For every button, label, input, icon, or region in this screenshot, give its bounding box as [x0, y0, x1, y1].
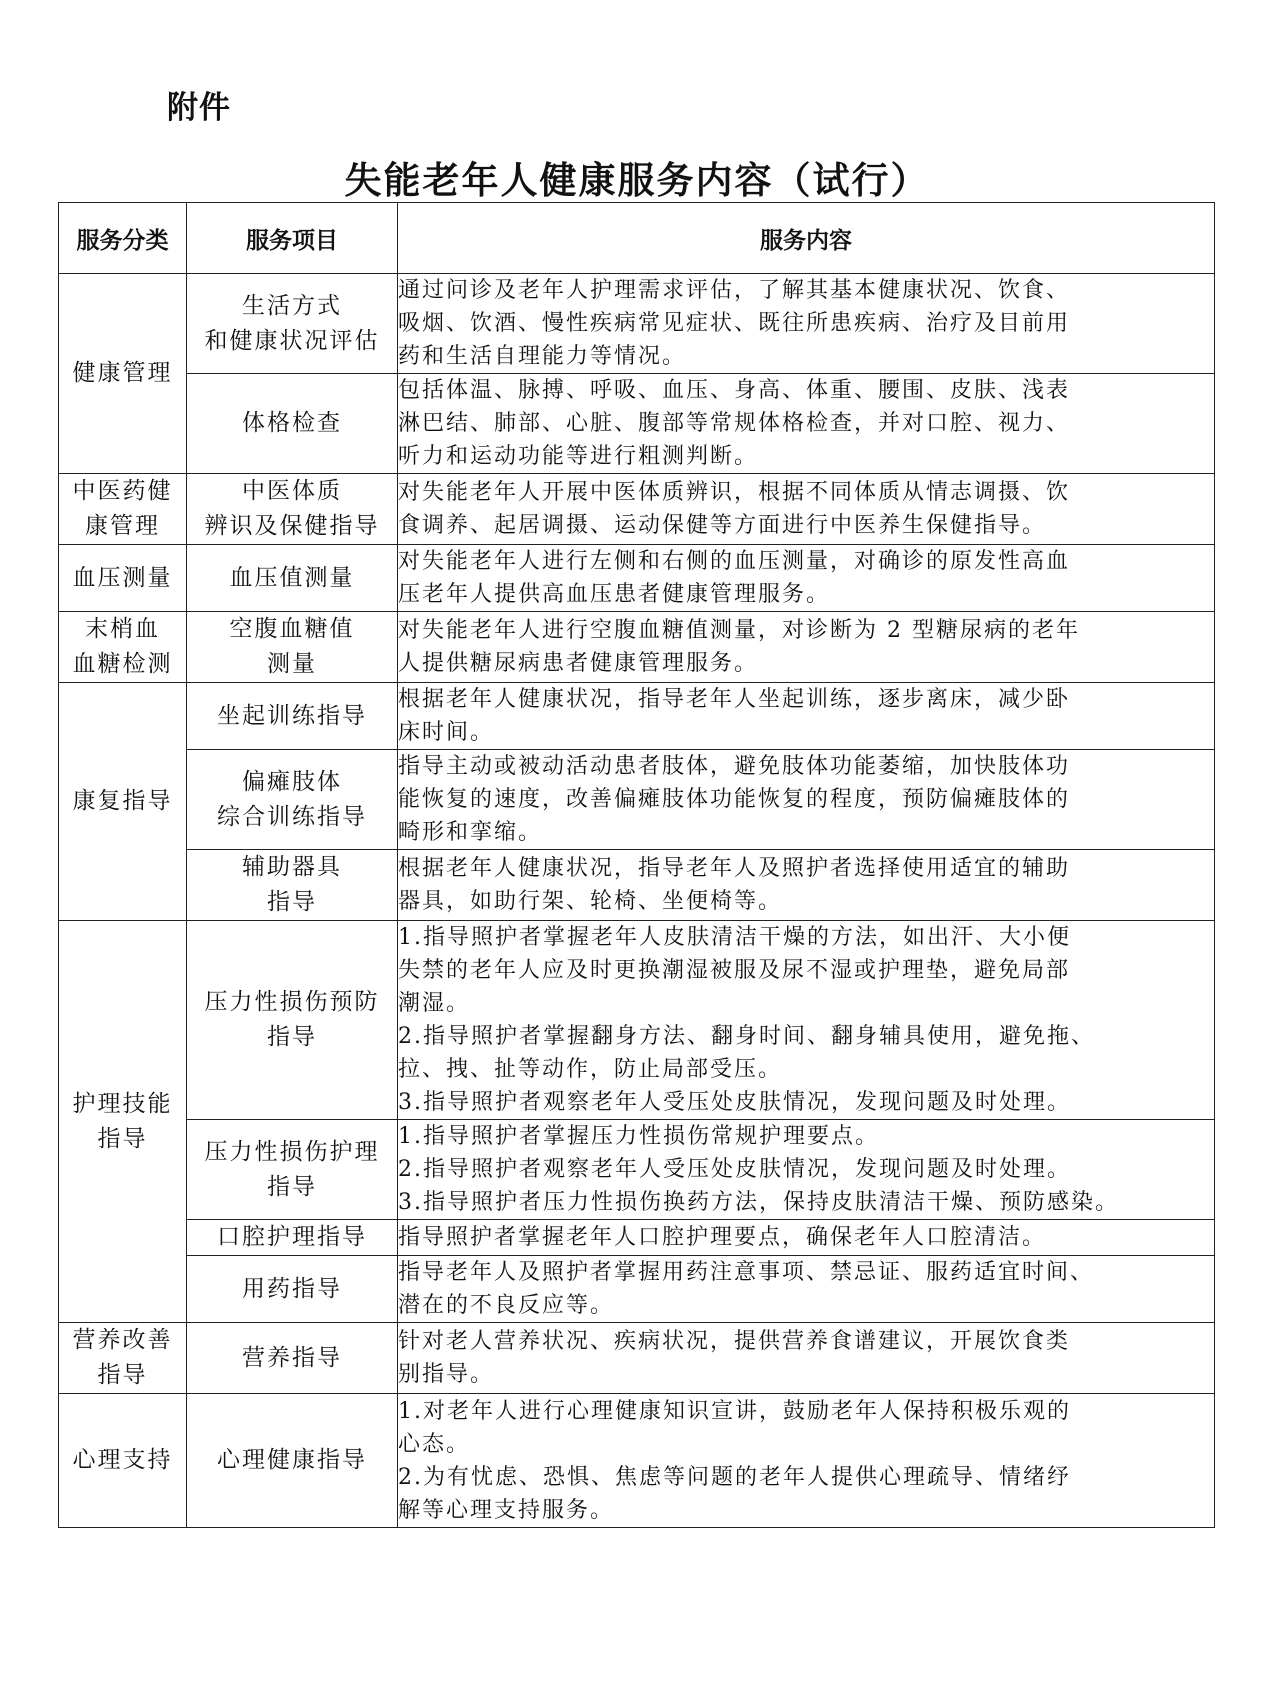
- content-cell: [398, 1256, 1215, 1323]
- content-line: 2.指导照护者掌握翻身方法、翻身时间、翻身辅具使用，避免拖、: [398, 1024, 1095, 1049]
- category-line: 康管理: [85, 513, 160, 539]
- header-category: 服务分类: [59, 203, 187, 274]
- content-cell: [398, 1120, 1215, 1220]
- content-line: 3.指导照护者压力性损伤换药方法，保持皮肤清洁干燥、预防感染。: [398, 1190, 1119, 1215]
- content-line: 指导照护者掌握老年人口腔护理要点，确保老年人口腔清洁。: [398, 1225, 1047, 1250]
- content-cell: [398, 374, 1215, 474]
- category-cell: [59, 683, 187, 921]
- item-line: 压力性损伤预防: [204, 989, 380, 1015]
- item-line: 生活方式: [242, 292, 342, 319]
- category-line: 指导: [97, 1125, 148, 1152]
- table-row: [59, 274, 1215, 374]
- category-line: 血压测量: [72, 564, 173, 591]
- item-cell: [187, 612, 398, 683]
- content-line: 1.指导照护者掌握老年人皮肤清洁干燥的方法，如出汗、大小便: [398, 925, 1071, 950]
- content-cell: [398, 274, 1215, 374]
- category-cell: [59, 921, 187, 1323]
- table-row: [59, 612, 1215, 683]
- content-line: 失禁的老年人应及时更换潮湿被服及尿不湿或护理垫，避免局部: [398, 958, 1071, 983]
- document-title: 失能老年人健康服务内容（试行）: [344, 159, 930, 202]
- item-line: 辅助器具: [242, 854, 342, 880]
- table-row: [59, 374, 1215, 474]
- category-line: 中医药健: [72, 478, 173, 504]
- service-table: [58, 202, 1215, 1528]
- content-line: 食调养、起居调摄、运动保健等方面进行中医养生保健指导。: [398, 513, 1047, 538]
- content-line: 2.为有忧虑、恐惧、焦虑等问题的老年人提供心理疏导、情绪纾: [398, 1464, 1071, 1490]
- category-line: 营养改善: [72, 1327, 173, 1353]
- item-line: 口腔护理指导: [217, 1224, 367, 1250]
- content-line: 1.对老年人进行心理健康知识宣讲，鼓励老年人保持积极乐观的: [398, 1398, 1071, 1424]
- item-cell: [187, 1220, 398, 1256]
- item-line: 心理健康指导: [217, 1447, 367, 1473]
- category-line: 心理支持: [72, 1447, 173, 1473]
- item-line: 偏瘫肢体: [242, 768, 342, 795]
- category-line: 健康管理: [72, 360, 173, 386]
- item-line: 压力性损伤护理: [204, 1138, 380, 1165]
- category-line: 指导: [97, 1362, 148, 1388]
- table-header-row: [59, 203, 1215, 274]
- item-cell: [187, 374, 398, 474]
- content-line: 指导主动或被动活动患者肢体，避免肢体功能萎缩，加快肢体功: [398, 754, 1071, 779]
- content-line: 根据老年人健康状况，指导老年人及照护者选择使用适宜的辅助: [398, 856, 1071, 881]
- content-line: 对失能老年人进行空腹血糖值测量，对诊断为 2 型糖尿病的老年: [398, 618, 1080, 643]
- category-cell: [59, 1323, 187, 1394]
- content-line: 拉、拽、扯等动作，防止局部受压。: [398, 1057, 783, 1082]
- content-line: 吸烟、饮酒、慢性疾病常见症状、既往所患疾病、治疗及目前用: [398, 311, 1071, 336]
- item-cell: [187, 1120, 398, 1220]
- item-line: 测量: [267, 651, 317, 677]
- table-row: [59, 921, 1215, 1120]
- attachment-label: 附件: [167, 90, 231, 126]
- item-line: 综合训练指导: [217, 803, 367, 830]
- content-line: 压老年人提供高血压患者健康管理服务。: [398, 582, 831, 607]
- item-line: 指导: [267, 1024, 317, 1050]
- content-cell: [398, 1323, 1215, 1394]
- content-cell: [398, 474, 1215, 545]
- content-line: 根据老年人健康状况，指导老年人坐起训练，逐步离床，减少卧: [398, 687, 1071, 712]
- content-line: 器具，如助行架、轮椅、坐便椅等。: [398, 889, 783, 914]
- category-line: 血糖检测: [72, 651, 173, 677]
- content-line: 床时间。: [398, 720, 495, 745]
- category-cell: [59, 545, 187, 612]
- content-cell: [398, 850, 1215, 921]
- content-line: 人提供糖尿病患者健康管理服务。: [398, 651, 759, 676]
- item-cell: [187, 683, 398, 750]
- table-row: [59, 474, 1215, 545]
- content-cell: [398, 1394, 1215, 1528]
- category-line: 康复指导: [72, 788, 173, 814]
- table-row: [59, 1256, 1215, 1323]
- content-line: 别指导。: [398, 1362, 495, 1387]
- item-line: 和健康状况评估: [204, 327, 380, 354]
- item-cell: [187, 1394, 398, 1528]
- category-cell: [59, 612, 187, 683]
- content-line: 潮湿。: [398, 991, 471, 1016]
- content-line: 解等心理支持服务。: [398, 1497, 615, 1523]
- category-line: 护理技能: [72, 1090, 173, 1117]
- table-row: [59, 683, 1215, 750]
- item-line: 坐起训练指导: [217, 702, 367, 729]
- content-line: 针对老人营养状况、疾病状况，提供营养食谱建议，开展饮食类: [398, 1329, 1071, 1354]
- table-row: [59, 1394, 1215, 1528]
- content-line: 指导老年人及照护者掌握用药注意事项、禁忌证、服药适宜时间、: [398, 1260, 1095, 1285]
- content-line: 听力和运动功能等进行粗测判断。: [398, 444, 759, 469]
- content-line: 对失能老年人进行左侧和右侧的血压测量，对确诊的原发性高血: [398, 549, 1071, 574]
- item-cell: [187, 545, 398, 612]
- content-line: 3.指导照护者观察老年人受压处皮肤情况，发现问题及时处理。: [398, 1090, 1071, 1115]
- content-cell: [398, 545, 1215, 612]
- content-line: 心态。: [398, 1431, 471, 1457]
- category-cell: [59, 474, 187, 545]
- item-cell: [187, 921, 398, 1120]
- table-row: [59, 1120, 1215, 1220]
- table-row: [59, 1220, 1215, 1256]
- content-line: 通过问诊及老年人护理需求评估，了解其基本健康状况、饮食、: [398, 278, 1071, 303]
- table-row: [59, 545, 1215, 612]
- table-row: [59, 1323, 1215, 1394]
- item-line: 指导: [267, 889, 317, 915]
- item-line: 辨识及保健指导: [204, 513, 380, 539]
- content-cell: [398, 612, 1215, 683]
- table-row: [59, 850, 1215, 921]
- item-line: 血压值测量: [229, 564, 355, 591]
- content-line: 能恢复的速度，改善偏瘫肢体功能恢复的程度，预防偏瘫肢体的: [398, 787, 1071, 812]
- content-cell: [398, 683, 1215, 750]
- category-line: 末梢血: [85, 616, 160, 642]
- item-cell: [187, 850, 398, 921]
- item-line: 用药指导: [242, 1275, 342, 1302]
- category-cell: [59, 274, 187, 474]
- table-row: [59, 750, 1215, 850]
- item-cell: [187, 274, 398, 374]
- content-line: 药和生活自理能力等情况。: [398, 344, 687, 369]
- content-line: 潜在的不良反应等。: [398, 1293, 615, 1318]
- content-line: 畸形和挛缩。: [398, 820, 543, 845]
- category-cell: [59, 1394, 187, 1528]
- content-line: 1.指导照护者掌握压力性损伤常规护理要点。: [398, 1124, 879, 1149]
- item-cell: [187, 1256, 398, 1323]
- content-line: 淋巴结、肺部、心脏、腹部等常规体格检查，并对口腔、视力、: [398, 411, 1071, 436]
- item-line: 体格检查: [242, 410, 342, 436]
- item-cell: [187, 1323, 398, 1394]
- content-line: 包括体温、脉搏、呼吸、血压、身高、体重、腰围、皮肤、浅表: [398, 378, 1071, 403]
- item-cell: [187, 750, 398, 850]
- content-line: 对失能老年人开展中医体质辨识，根据不同体质从情志调摄、饮: [398, 480, 1071, 505]
- item-line: 空腹血糖值: [229, 616, 355, 642]
- content-cell: [398, 1220, 1215, 1256]
- content-cell: [398, 750, 1215, 850]
- item-line: 指导: [267, 1173, 317, 1200]
- item-cell: [187, 474, 398, 545]
- item-line: 中医体质: [242, 478, 342, 504]
- content-cell: [398, 921, 1215, 1120]
- header-content: 服务内容: [398, 203, 1215, 274]
- header-item: 服务项目: [187, 203, 398, 274]
- item-line: 营养指导: [242, 1344, 342, 1371]
- content-line: 2.指导照护者观察老年人受压处皮肤情况，发现问题及时处理。: [398, 1157, 1071, 1182]
